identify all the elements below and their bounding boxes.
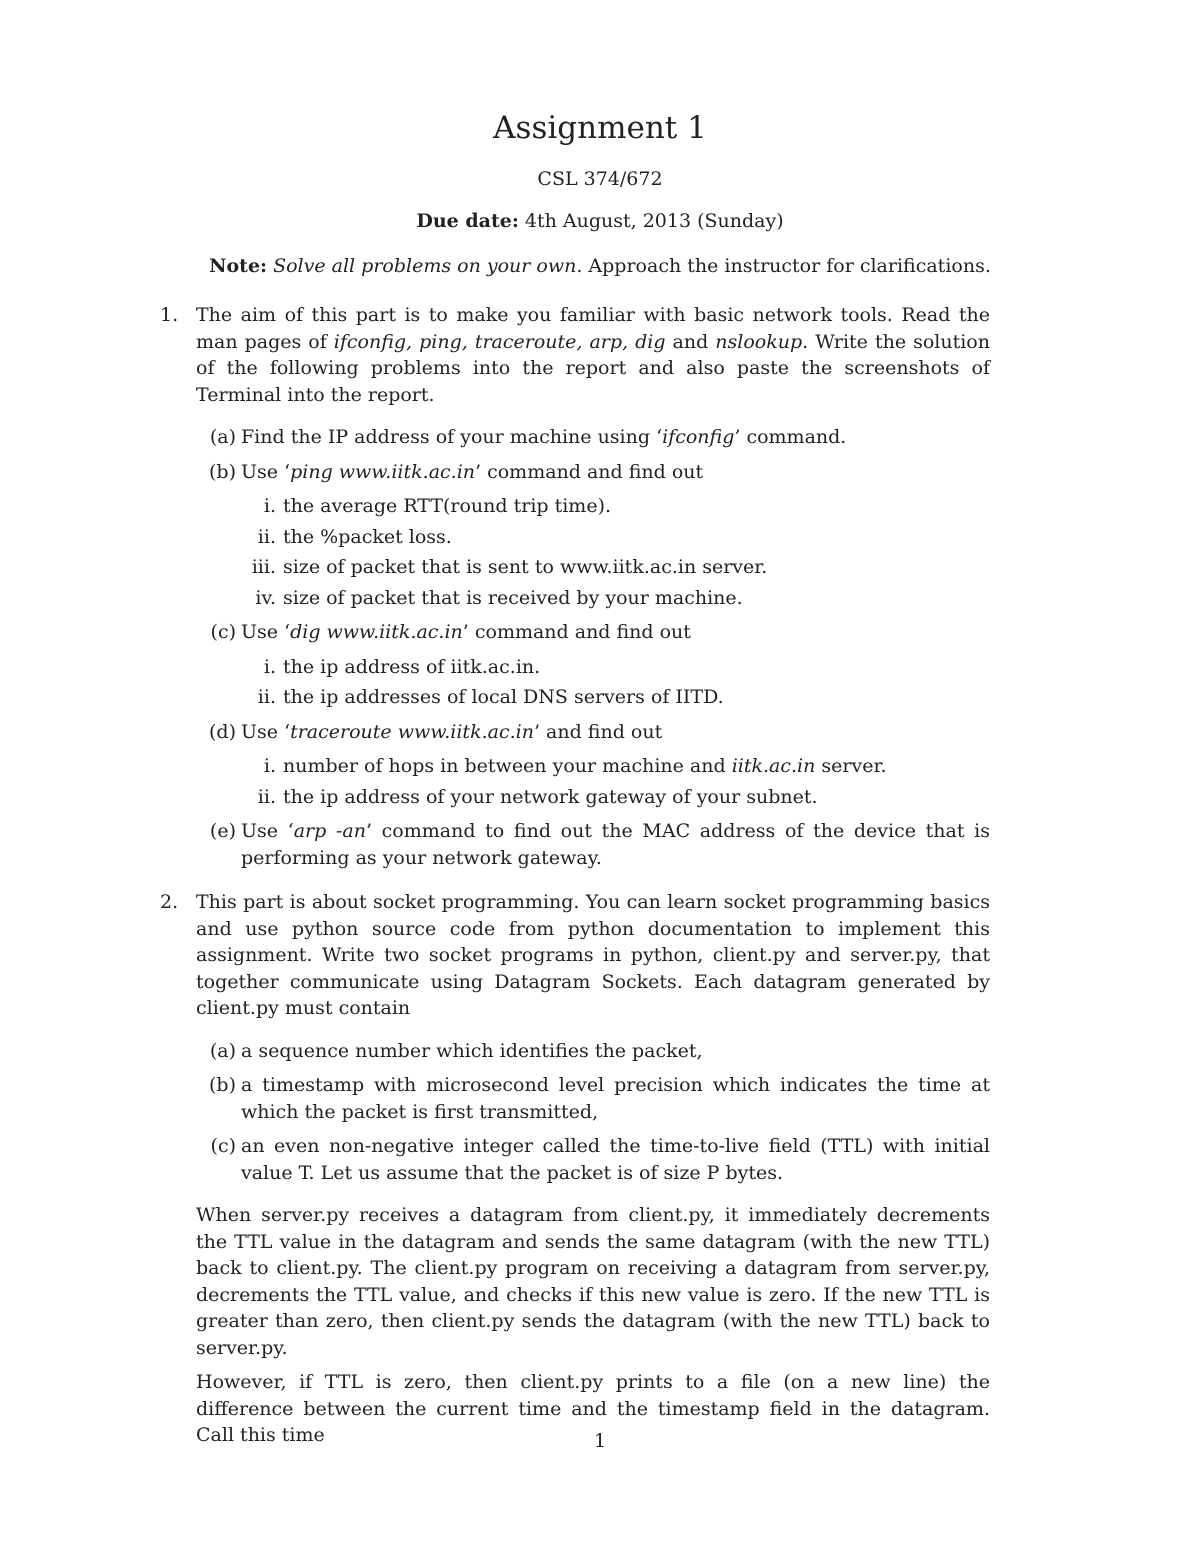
part-text: an even non-negative integer called the time-to-live field (TTL) with initial value T. Let us assume that the packet is of size P bytes. (241, 1135, 990, 1184)
part-label: (a) (209, 426, 236, 448)
item-label: i. (263, 755, 276, 777)
item-label: ii. (257, 785, 276, 808)
command-text: arp -an (293, 820, 366, 842)
item-label: iv. (255, 586, 276, 609)
item-text: the ip addresses of local DNS servers of IITD. (283, 686, 724, 708)
item-text: the average RTT(round trip time). (283, 495, 612, 517)
item-text: the ip address of iitk.ac.in. (283, 655, 541, 678)
question-number: 2. (160, 891, 179, 913)
item-label: i. (263, 655, 276, 678)
part-label: (b) (209, 460, 236, 483)
part-text: ’ and find out (533, 720, 663, 743)
part-label: (c) (210, 1135, 236, 1157)
part-text: ’ command. (734, 426, 847, 448)
question-number: 1. (160, 304, 179, 326)
q2-intro: This part is about socket programming. You can learn socket programming basics and use python source code from python documentation to implement this assignment. Write two socket programs in python, client.py and server.py, that together communicate using Datagram Sockets. Each datagram generated by client.py must contain (196, 891, 990, 1019)
course-code: CSL 374/672 (537, 168, 663, 190)
q1-part-c (160, 619, 990, 646)
q2-part (160, 1133, 990, 1186)
part-text: Use ‘ (241, 621, 291, 643)
q1-intro-b: . Write the solution of the following problems into the report and also paste the screenshots of Terminal into the report. (196, 330, 990, 406)
item-text: size of packet that is received by your machine. (283, 586, 743, 609)
item-text: number of hops in between your machine and (283, 755, 732, 777)
item-label: ii. (257, 686, 276, 708)
item-label: ii. (257, 525, 276, 548)
page-number: 1 (593, 1430, 607, 1452)
q2-paragraph-1: When server.py receives a datagram from client.py, it immediately decrements the TTL value in the datagram and sends the same datagram (with the new TTL) back to client.py. The client.py program on receiving a datagram from server.py, decrements the TTL value, and checks if this new value is zero. If the new TTL is greater than zero, then client.py sends the datagram (with the new TTL) back to server.py. (196, 1204, 990, 1359)
question-1 (160, 302, 990, 408)
q2-part (160, 1072, 990, 1125)
part-text: Use ‘ (241, 820, 294, 842)
command-text: dig www.iitk.ac.in (290, 621, 463, 643)
q1-part-d (160, 719, 990, 746)
due-date-line (0, 210, 1200, 232)
part-text: Use ‘ (241, 720, 291, 743)
due-date-value: 4th August, 2013 (Sunday) (524, 210, 784, 232)
q1-part-b (160, 459, 990, 486)
due-date-label: Due date: (416, 210, 519, 232)
item-text: the %packet loss. (283, 525, 452, 548)
part-text: Find the IP address of your machine using ‘ (241, 426, 663, 448)
part-label: (d) (209, 720, 236, 743)
q1-tools: ifconfig, ping, traceroute, arp, dig (333, 330, 666, 353)
q1-b-item (160, 585, 990, 612)
note-italic: Solve all problems on your own. (273, 255, 583, 277)
part-text: Use ‘ (241, 460, 291, 483)
document-title: Assignment 1 (493, 110, 707, 146)
q2-part (160, 1038, 990, 1065)
item-text: server. (815, 755, 887, 777)
part-text: a timestamp with microsecond level precision which indicates the time at which the packet is first transmitted, (241, 1074, 990, 1123)
part-text: a sequence number which identifies the packet, (241, 1039, 703, 1062)
q1-and: and (665, 330, 716, 353)
q1-d-item (160, 753, 990, 780)
note-label: Note: (209, 255, 268, 277)
part-text: ’ command and find out (462, 621, 691, 643)
q1-tool-last: nslookup (715, 330, 803, 353)
command-text: ping www.iitk.ac.in (290, 460, 476, 483)
q1-c-item (160, 654, 990, 681)
command-text: traceroute www.iitk.ac.in (290, 720, 534, 743)
note-rest: Approach the instructor for clarifications. (588, 255, 991, 277)
part-text: ’ command and find out (475, 460, 704, 483)
command-text: ifconfig (662, 426, 735, 448)
q1-part-a (160, 424, 990, 451)
part-text: ’ command to find out the MAC address of the device that is performing as your network gateway. (241, 820, 990, 869)
q1-c-item (160, 684, 990, 711)
part-label: (a) (209, 1039, 236, 1062)
q1-b-item (160, 554, 990, 581)
q1-part-e (160, 818, 990, 871)
item-label: iii. (251, 556, 276, 578)
part-label: (e) (209, 820, 236, 842)
item-text: the ip address of your network gateway of your subnet. (283, 785, 818, 808)
q2-paragraph-2: However, if TTL is zero, then client.py prints to a file (on a new line) the difference between the current time and the timestamp field in the datagram. Call this time (196, 1371, 990, 1446)
item-label: i. (263, 495, 276, 517)
q1-b-item (160, 493, 990, 520)
document-body (160, 302, 990, 1449)
note-line (0, 255, 1200, 277)
part-label: (b) (209, 1074, 236, 1096)
item-italic: iitk.ac.in (731, 755, 816, 777)
question-2 (160, 889, 990, 1022)
part-label: (c) (210, 621, 236, 643)
q1-b-item (160, 524, 990, 551)
item-text: size of packet that is sent to www.iitk.ac.in server. (283, 556, 768, 578)
q1-d-item (160, 784, 990, 811)
q1-intro-a: The aim of this part is to make you familiar with basic network tools. Read the man pages of (196, 304, 990, 353)
